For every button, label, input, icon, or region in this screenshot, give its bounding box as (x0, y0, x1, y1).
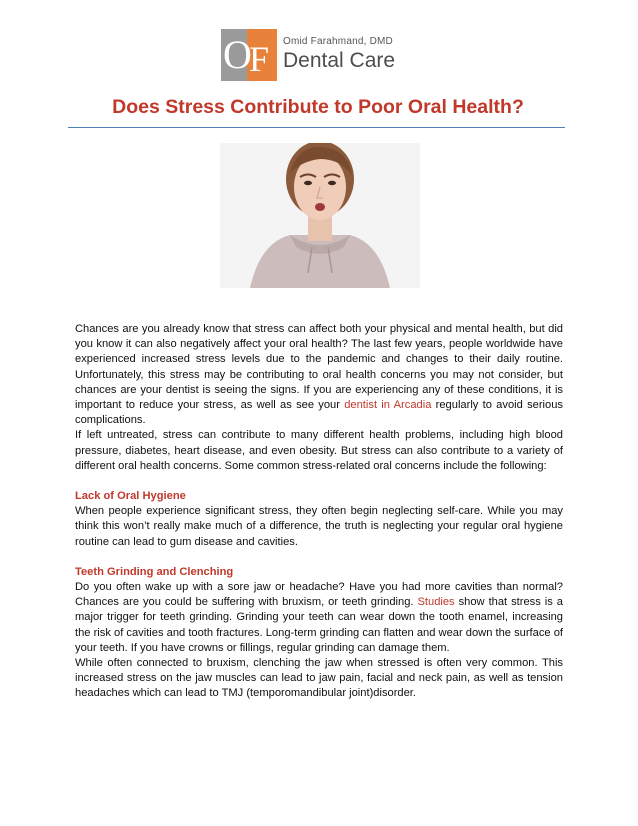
dentist-in-arcadia-link[interactable]: dentist in Arcadia (344, 399, 432, 412)
logo-text (283, 36, 395, 74)
teeth-grinding-paragraph (75, 580, 563, 656)
section-heading-teeth-grinding: Teeth Grinding and Clenching (75, 565, 234, 578)
page-title: Does Stress Contribute to Poor Oral Health? (112, 96, 524, 118)
clenching-paragraph: While often connected to bruxism, clenching the jaw when stressed is often very common. This increased stress on the jaw muscles can lead to jaw pain, facial and neck pain, as well as tension headaches which can lead to TMJ (temporomandibular joint)disorder. (75, 657, 563, 700)
logo-mark (221, 29, 277, 81)
intro-text: Chances are you already know that stress can affect both your physical and mental health, but did you know it can also negatively affect your oral health? The last few years, people worldwide have experienced increased stress levels due to the pandemic and changes to their daily routine. Unfortunately, this stress may be contributing to oral health concerns you may not consider, but chances are your dentist is seeing the signs. If you are experiencing any of these conditions, it is important to reduce your stress, as well as see your (75, 323, 563, 412)
oral-hygiene-paragraph: When people experience significant stress, they often begin neglecting self-care. While you may think this won’t really make much of a difference, the truth is neglecting your regular oral hygiene routine can lead to gum disease and cavities. (75, 505, 563, 548)
dental-care-logo (221, 28, 421, 82)
studies-link[interactable]: Studies (417, 596, 455, 609)
logo-doctor-name: Omid Farahmand, DMD (283, 36, 393, 47)
grinding-text: Do you often wake up with a sore jaw or headache? Have you had more cavities than normal? Chances are you could be suffering with bruxism, or teeth grinding. (75, 581, 563, 609)
woman-illustration (220, 143, 420, 288)
intro-paragraph (75, 322, 563, 428)
logo-practice-name: Dental Care (283, 49, 396, 72)
grinding-text-end: show that stress is a major trigger for teeth grinding. Grinding your teeth can wear down the tooth enamel, increasing the risk of cavities and tooth fractures. Long-term grinding can flatten and wear down the surface of your teeth. If you have crowns or fillings, regular grinding can damage them. (75, 596, 563, 654)
stress-problems-paragraph: If left untreated, stress can contribute to many different health problems, including high blood pressure, diabetes, heart disease, and even obesity. But stress can also contribute to a variety of different oral health concerns. Some common stress-related oral concerns include the following: (75, 429, 563, 472)
logo-letter-o: O (223, 32, 252, 77)
stressed-woman-photo (220, 143, 420, 288)
logo-letter-f: F (249, 39, 270, 79)
title-underline (68, 127, 565, 128)
article-body (75, 322, 563, 702)
section-heading-oral-hygiene: Lack of Oral Hygiene (75, 490, 186, 503)
intro-text-end: regularly to avoid serious complications. (75, 399, 563, 427)
